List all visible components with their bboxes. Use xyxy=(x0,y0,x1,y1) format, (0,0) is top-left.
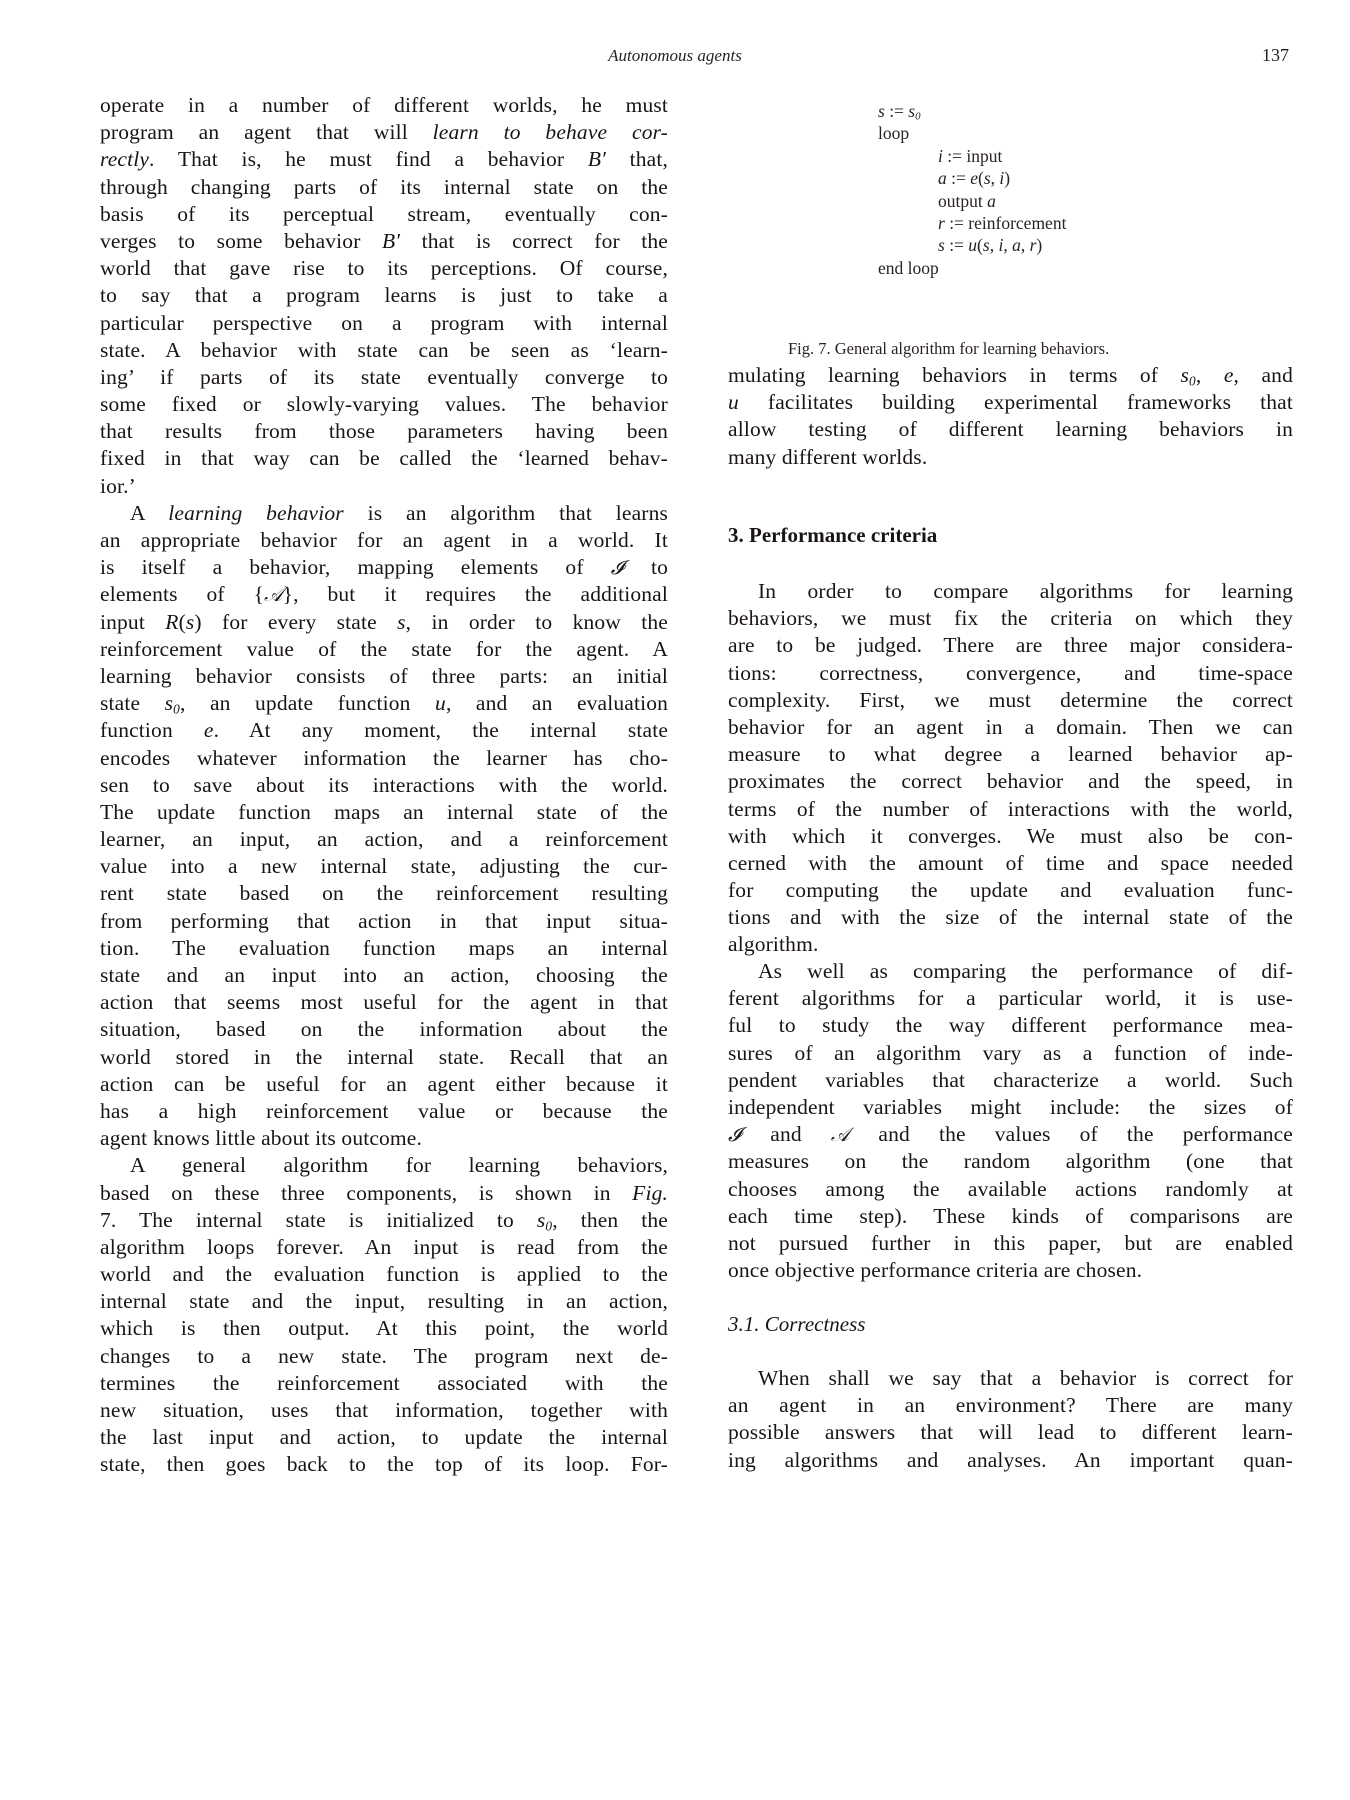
italic-text: 𝓘 xyxy=(610,556,624,580)
text-line: sures of an algorithm vary as a function of inde- xyxy=(728,1040,1293,1065)
text-line: which is then output. At this point, the world xyxy=(100,1316,668,1341)
italic-text: u xyxy=(435,691,446,716)
text-line: basis of its perceptual stream, eventually con- xyxy=(100,201,668,226)
italic-text: i xyxy=(938,145,943,166)
italic-text: a xyxy=(938,168,947,189)
running-head-title: Autonomous agents xyxy=(608,46,742,65)
text-line: operate in a number of different worlds, he must xyxy=(100,93,668,117)
italic-text: 𝒜 xyxy=(264,583,283,607)
italic-text: s xyxy=(397,609,406,634)
text-line: program an agent that will learn to behave cor- xyxy=(100,120,668,145)
italic-text: r xyxy=(938,212,945,233)
text-line: input R(s) for every state s, in order to know the xyxy=(100,609,668,634)
algorithm-line: i := input xyxy=(938,145,1003,166)
text-line: an appropriate behavior for an agent in a world. It xyxy=(100,528,668,552)
text-line: proximates the correct behavior and the speed, in xyxy=(728,769,1293,794)
italic-text: rectly xyxy=(100,147,150,172)
text-line: from performing that action in that input situa- xyxy=(100,908,668,933)
italic-text: B′ xyxy=(382,228,401,253)
text-line: elements of {𝒜}, but it requires the additional xyxy=(100,582,668,607)
text-line: The update function maps an internal state of the xyxy=(100,799,668,824)
text-line: to say that a program learns is just to take a xyxy=(100,283,668,308)
italic-text: e xyxy=(970,168,979,189)
text-line: world that gave rise to its perceptions. Of course, xyxy=(100,256,668,281)
text-line: internal state and the input, resulting in an action, xyxy=(100,1289,668,1314)
text-line: rent state based on the reinforcement resulting xyxy=(100,881,668,906)
italic-text: s xyxy=(938,235,945,256)
text-line: state. A behavior with state can be seen as ‘learn- xyxy=(100,337,668,362)
text-line: In order to compare algorithms for learning xyxy=(758,579,1293,603)
section-3-paragraph-2 xyxy=(728,958,1293,1284)
italic-text: B′ xyxy=(587,147,606,172)
text-line: an agent in an environment? There are many xyxy=(728,1393,1293,1418)
algorithm-line: r := reinforcement xyxy=(938,212,1067,233)
text-line: world stored in the internal state. Recall that an xyxy=(100,1044,668,1069)
algorithm-line: end loop xyxy=(878,257,939,278)
text-line: measures on the random algorithm (one that xyxy=(728,1149,1293,1174)
italic-text: u xyxy=(968,235,978,256)
text-line: reinforcement value of the state for the agent. A xyxy=(100,636,668,661)
italic-text: a xyxy=(1012,235,1021,256)
text-line: behaviors, we must fix the criteria on which they xyxy=(728,606,1293,631)
text-line: When shall we say that a behavior is correct for xyxy=(758,1366,1293,1390)
italic-text: u xyxy=(728,390,739,415)
text-line: learner, an input, an action, and a reinforcement xyxy=(100,827,668,852)
italic-text: i xyxy=(998,235,1004,256)
text-line: ing algorithms and analyses. An important quan- xyxy=(728,1447,1293,1472)
text-line: tions and with the size of the internal state of the xyxy=(728,905,1293,930)
text-line: particular perspective on a program with internal xyxy=(100,310,668,335)
italic-text: learn to behave cor- xyxy=(432,120,668,145)
text-line: ing’ if parts of its state eventually converge to xyxy=(100,364,668,389)
text-line: measure to what degree a learned behavior ap- xyxy=(728,742,1293,767)
subsection-3-1-paragraph xyxy=(728,1365,1293,1474)
italic-text: s xyxy=(185,609,195,634)
algorithm-line: output a xyxy=(938,190,996,211)
subsection-heading-correctness: 3.1. Correctness xyxy=(728,1312,866,1336)
text-line: A learning behavior is an algorithm that learns xyxy=(130,500,668,525)
italic-text: e xyxy=(1223,363,1234,387)
text-line: behavior for an agent in a domain. Then we can xyxy=(728,714,1293,739)
text-line: algorithm loops forever. An input is read from the xyxy=(100,1234,668,1259)
italic-text: s xyxy=(982,235,990,256)
text-line: through changing parts of its internal state on the xyxy=(100,174,668,199)
text-line: termines the reinforcement associated with the xyxy=(100,1370,668,1395)
italic-text: s xyxy=(878,101,885,121)
text-line: has a high reinforcement value or because the xyxy=(100,1098,668,1123)
text-line: cerned with the amount of time and space needed xyxy=(728,850,1293,875)
text-line: are to be judged. There are three major considera- xyxy=(728,633,1293,658)
text-line: function e. At any moment, the internal state xyxy=(100,718,669,743)
text-line: the last input and action, to update the internal xyxy=(100,1425,668,1450)
text-line: rectly. That is, he must find a behavior B′ that, xyxy=(100,147,668,172)
algorithm-line: a := e(s, i) xyxy=(938,168,1011,189)
italic-text: $s_0$ xyxy=(1180,363,1196,389)
figure-7-algorithm xyxy=(878,100,1066,279)
text-line: value into a new internal state, adjusting the cur- xyxy=(100,854,668,879)
text-line: based on these three components, is shown in Fig. xyxy=(100,1180,668,1205)
text-line: some fixed or slowly-varying values. The behavior xyxy=(100,392,668,417)
text-line: chooses among the available actions randomly at xyxy=(728,1176,1293,1201)
text-line: state and an input into an action, choosing the xyxy=(100,963,668,987)
text-line: ior.’ xyxy=(100,473,136,498)
text-line: u facilitates building experimental frameworks that xyxy=(728,390,1293,415)
text-line: mulating learning behaviors in terms of $s_0$, e, and xyxy=(728,363,1293,389)
text-line: agent knows little about its outcome. xyxy=(100,1126,423,1151)
algorithm-line: s := u(s, i, a, r) xyxy=(938,235,1043,256)
text-line: many different worlds. xyxy=(728,444,928,469)
section-heading-performance-criteria: 3. Performance criteria xyxy=(728,523,938,547)
text-line: tions: correctness, convergence, and time-space xyxy=(728,660,1293,685)
italic-text: 𝓘 xyxy=(728,1123,742,1147)
section-3-paragraph-1 xyxy=(728,578,1293,959)
italic-text: $s_0$ xyxy=(164,691,180,717)
right-column-continuation xyxy=(728,362,1293,471)
text-line: changes to a new state. The program next de- xyxy=(100,1343,668,1368)
text-line: terms of the number of interactions with the world, xyxy=(728,796,1293,821)
text-line: independent variables might include: the sizes of xyxy=(728,1094,1293,1119)
italic-text: 𝒜 xyxy=(830,1123,850,1147)
text-line: allow testing of different learning behaviors in xyxy=(728,417,1293,442)
text-line: ferent algorithms for a particular world, it is use- xyxy=(728,986,1293,1011)
text-line: possible answers that will lead to different learn- xyxy=(728,1420,1293,1445)
text-line: pendent variables that characterize a world. Such xyxy=(728,1067,1293,1092)
italic-text: s xyxy=(983,168,991,189)
text-line: new situation, uses that information, together with xyxy=(100,1398,668,1422)
italic-text: r xyxy=(1029,235,1037,256)
text-line: tion. The evaluation function maps an internal xyxy=(100,935,668,960)
text-line: A general algorithm for learning behaviors, xyxy=(130,1153,668,1178)
text-line: learning behavior consists of three parts: an initial xyxy=(100,663,668,688)
text-line: is itself a behavior, mapping elements of 𝓘 to xyxy=(100,555,668,580)
text-line: state $s_0$, an update function u, and an evaluation xyxy=(100,691,668,717)
text-line: with which it converges. We must also be con- xyxy=(728,823,1293,848)
italic-text: $s_0$ xyxy=(908,101,921,123)
text-line: fixed in that way can be called the ‘learned behav- xyxy=(100,446,668,471)
italic-text: R xyxy=(165,609,179,634)
text-line: world and the evaluation function is applied to the xyxy=(100,1262,668,1287)
text-line: encodes whatever information the learner has cho- xyxy=(100,745,668,770)
text-line: action can be useful for an agent either because it xyxy=(100,1071,668,1096)
italic-text: Fig. xyxy=(632,1180,668,1205)
italic-text: a xyxy=(987,190,996,211)
algorithm-line: s := $s_0$ xyxy=(878,101,921,123)
text-line: action that seems most useful for the agent in that xyxy=(100,990,668,1015)
italic-text: $s_0$ xyxy=(536,1207,553,1234)
text-line: verges to some behavior B′ that is correct for the xyxy=(100,228,669,253)
text-line: As well as comparing the performance of dif- xyxy=(758,959,1293,983)
text-line: each time step). These kinds of comparisons are xyxy=(728,1203,1293,1228)
text-line: ful to study the way different performance mea- xyxy=(728,1013,1293,1038)
italic-text: e xyxy=(203,718,214,743)
algorithm-line: loop xyxy=(878,123,910,144)
text-line: that results from those parameters having been xyxy=(100,419,668,444)
text-line: not pursued further in this paper, but are enabled xyxy=(728,1230,1293,1255)
text-line: for computing the update and evaluation func- xyxy=(728,878,1293,903)
text-line: sen to save about its interactions with the world. xyxy=(100,772,668,797)
text-line: 𝓘 and 𝒜 and the values of the performance xyxy=(728,1122,1293,1147)
figure-7-caption: Fig. 7. General algorithm for learning behaviors. xyxy=(788,339,1110,358)
italic-text: i xyxy=(999,168,1005,189)
text-line: once objective performance criteria are chosen. xyxy=(728,1258,1143,1283)
text-line: situation, based on the information about the xyxy=(100,1017,668,1042)
italic-text: learning behavior xyxy=(168,500,344,525)
text-line: algorithm. xyxy=(728,932,819,957)
left-column xyxy=(100,92,668,1479)
text-line: state, then goes back to the top of its loop. For- xyxy=(100,1452,668,1477)
page-number: 137 xyxy=(1262,45,1289,65)
text-line: 7. The internal state is initialized to $s_0$, then the xyxy=(100,1207,668,1234)
text-line: complexity. First, we must determine the correct xyxy=(728,687,1293,712)
